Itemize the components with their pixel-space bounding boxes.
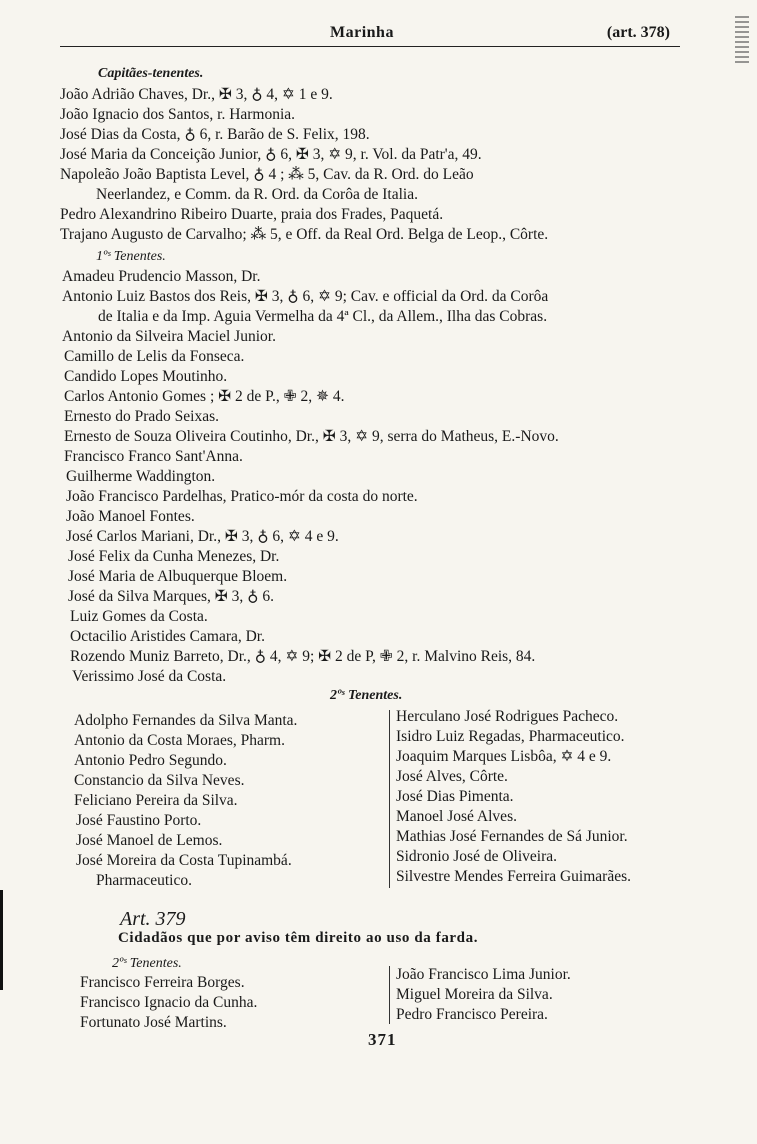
primeiros-line: Guilherme Waddington. — [66, 468, 216, 485]
article-left-line: Francisco Ferreira Borges. — [80, 974, 245, 991]
primeiros-line: Octacilio Aristides Camara, Dr. — [70, 628, 265, 645]
article-right-line: Pedro Francisco Pereira. — [396, 1006, 548, 1023]
primeiros-line: Francisco Franco Sant'Anna. — [64, 448, 243, 465]
section-segundos-tenentes: 2ºˢ Tenentes. — [330, 688, 403, 703]
primeiros-line: Camillo de Lelis da Fonseca. — [64, 348, 245, 365]
capitaes-line: Napoleão João Baptista Level, ♁ 4 ; ⁂ 5, Cav. da R. Ord. do Leão — [60, 166, 474, 183]
primeiros-line: Candido Lopes Moutinho. — [64, 368, 228, 385]
segundos-left-line: José Faustino Porto. — [76, 812, 202, 829]
capitaes-line: Neerlandez, e Comm. da R. Ord. da Corôa de Italia. — [96, 186, 418, 203]
primeiros-line: Rozendo Muniz Barreto, Dr., ♁ 4, ✡ 9; ✠ 2 de P, ✙ 2, r. Malvino Reis, 84. — [70, 648, 536, 665]
primeiros-line: Amadeu Prudencio Masson, Dr. — [62, 268, 261, 285]
primeiros-line: José Carlos Mariani, Dr., ✠ 3, ♁ 6, ✡ 4 e 9. — [66, 528, 339, 545]
primeiros-line: João Francisco Pardelhas, Pratico-mór da costa do norte. — [66, 488, 418, 505]
segundos-right-line: José Alves, Côrte. — [396, 768, 508, 785]
capitaes-line: José Maria da Conceição Junior, ♁ 6, ✠ 3, ✡ 9, r. Vol. da Patr'a, 49. — [60, 146, 482, 163]
segundos-left-line: José Moreira da Costa Tupinambá. — [76, 852, 292, 869]
primeiros-line: Ernesto do Prado Seixas. — [64, 408, 219, 425]
article-right-line: João Francisco Lima Junior. — [396, 966, 571, 983]
segundos-left-line: Pharmaceutico. — [96, 872, 192, 889]
segundos-left-line: Adolpho Fernandes da Silva Manta. — [74, 712, 298, 729]
primeiros-line: Antonio Luiz Bastos dos Reis, ✠ 3, ♁ 6, ✡ 9; Cav. e official da Ord. da Corôa — [62, 288, 549, 305]
segundos-left-line: Feliciano Pereira da Silva. — [74, 792, 238, 809]
segundos-right-line: José Dias Pimenta. — [396, 788, 514, 805]
article-number: Art. 379 — [120, 908, 186, 930]
primeiros-line: Antonio da Silveira Maciel Junior. — [62, 328, 276, 345]
segundos-left-line: Constancio da Silva Neves. — [74, 772, 245, 789]
header-title: Marinha — [330, 24, 394, 41]
segundos-right-line: Manoel José Alves. — [396, 808, 517, 825]
section-capitaes-tenentes: Capitães-tenentes. — [98, 66, 204, 81]
segundos-right-line: Silvestre Mendes Ferreira Guimarães. — [396, 868, 632, 885]
capitaes-line: Pedro Alexandrino Ribeiro Duarte, praia dos Frades, Paquetá. — [60, 206, 444, 223]
header-rule — [60, 46, 680, 47]
article-right-line: Miguel Moreira da Silva. — [396, 986, 553, 1003]
segundos-left-line: Antonio da Costa Moraes, Pharm. — [74, 732, 285, 749]
header-article: (art. 378) — [606, 24, 670, 41]
primeiros-line: Carlos Antonio Gomes ; ✠ 2 de P., ✙ 2, ✵ 4. — [64, 388, 345, 405]
primeiros-line: José da Silva Marques, ✠ 3, ♁ 6. — [68, 588, 274, 605]
primeiros-line: Verissimo José da Costa. — [72, 668, 227, 685]
primeiros-line: José Maria de Albuquerque Bloem. — [68, 568, 288, 585]
column-divider — [389, 966, 390, 1024]
segundos-right-line: Herculano José Rodrigues Pacheco. — [396, 708, 619, 725]
primeiros-line: João Manoel Fontes. — [66, 508, 195, 525]
page-header — [60, 22, 680, 48]
segundos-right-line: Mathias José Fernandes de Sá Junior. — [396, 828, 628, 845]
capitaes-line: João Ignacio dos Santos, r. Harmonia. — [60, 106, 296, 123]
segundos-right-line: Isidro Luiz Regadas, Pharmaceutico. — [396, 728, 625, 745]
page-edge-mark — [735, 16, 749, 64]
segundos-left-line: Antonio Pedro Segundo. — [74, 752, 227, 769]
article-title: Cidadãos que por aviso têm direito ao uso da farda. — [118, 930, 479, 946]
capitaes-line: João Adrião Chaves, Dr., ✠ 3, ♁ 4, ✡ 1 e 9. — [60, 86, 333, 103]
segundos-right-line: Joaquim Marques Lisbôa, ✡ 4 e 9. — [396, 748, 612, 765]
section-article-subsection: 2ºˢ Tenentes. — [112, 956, 182, 971]
capitaes-line: Trajano Augusto de Carvalho; ⁂ 5, e Off. da Real Ord. Belga de Leop., Côrte. — [60, 226, 549, 243]
capitaes-line: José Dias da Costa, ♁ 6, r. Barão de S. Felix, 198. — [60, 126, 370, 143]
binding-edge — [0, 890, 11, 990]
primeiros-line: José Felix da Cunha Menezes, Dr. — [68, 548, 280, 565]
primeiros-line: Ernesto de Souza Oliveira Coutinho, Dr., ✠ 3, ✡ 9, serra do Matheus, E.-Novo. — [64, 428, 559, 445]
article-left-line: Francisco Ignacio da Cunha. — [80, 994, 258, 1011]
section-primeiros-tenentes: 1ºˢ Tenentes. — [96, 249, 166, 264]
segundos-right-line: Sidronio José de Oliveira. — [396, 848, 558, 865]
segundos-left-line: José Manoel de Lemos. — [76, 832, 223, 849]
page-number: 371 — [368, 1030, 397, 1049]
column-divider — [389, 710, 390, 888]
primeiros-line: Luiz Gomes da Costa. — [70, 608, 208, 625]
article-left-line: Fortunato José Martins. — [80, 1014, 227, 1031]
primeiros-line: de Italia e da Imp. Aguia Vermelha da 4ª Cl., da Allem., Ilha das Cobras. — [98, 308, 548, 325]
